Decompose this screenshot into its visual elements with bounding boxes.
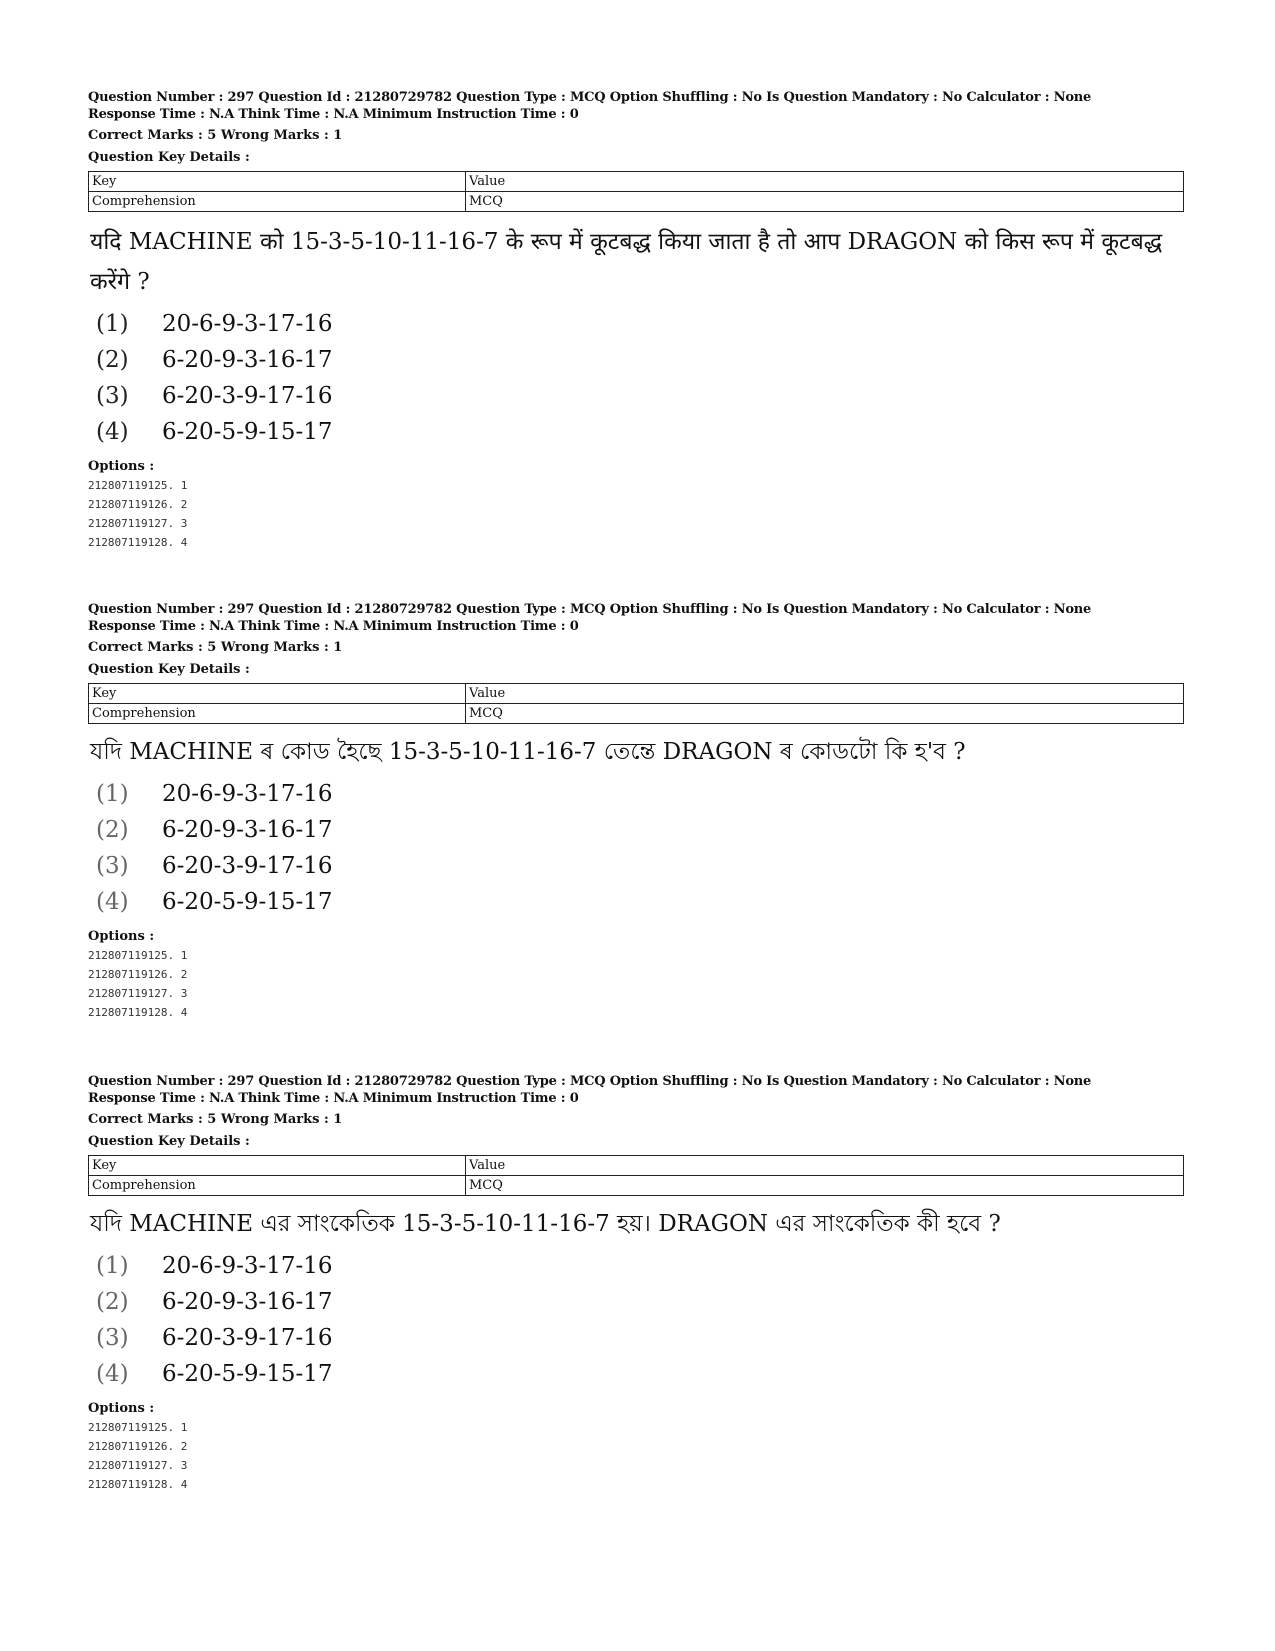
key-details-table [88, 1155, 1184, 1196]
question-meta-line-1: Question Number : 297 Question Id : 21280729782 Question Type : MCQ Option Shuffling : No Is Question Mandatory : No Calculator : None [88, 1074, 1092, 1089]
table-cell-value: MCQ [466, 704, 1184, 724]
option-id: 212807119128. 4 [88, 536, 188, 549]
table-cell-value: MCQ [466, 192, 1184, 212]
option-number: (2) [96, 1289, 129, 1315]
question-meta-line-2: Response Time : N.A Think Time : N.A Minimum Instruction Time : 0 [88, 619, 579, 634]
option-number: (1) [96, 311, 129, 337]
option-id: 212807119126. 2 [88, 1440, 188, 1453]
option-item-1 [88, 306, 1188, 342]
question-block-3 [88, 1072, 1188, 1494]
table-header-row [89, 1156, 1184, 1176]
option-value: 6-20-5-9-15-17 [162, 889, 333, 915]
option-value: 6-20-3-9-17-16 [162, 1325, 333, 1351]
option-id: 212807119128. 4 [88, 1006, 188, 1019]
option-number: (4) [96, 1361, 129, 1387]
question-block-1 [88, 88, 1188, 552]
option-value: 6-20-3-9-17-16 [162, 383, 333, 409]
question-meta-line-2: Response Time : N.A Think Time : N.A Minimum Instruction Time : 0 [88, 1091, 579, 1106]
marks-line: Correct Marks : 5 Wrong Marks : 1 [88, 640, 343, 655]
option-value: 20-6-9-3-17-16 [162, 781, 333, 807]
table-row [89, 192, 1184, 212]
option-item-3 [88, 378, 1188, 414]
option-number: (4) [96, 889, 129, 915]
key-details-table [88, 683, 1184, 724]
key-details-label: Question Key Details : [88, 1134, 250, 1149]
table-header-key: Key [89, 172, 466, 192]
option-id: 212807119128. 4 [88, 1478, 188, 1491]
option-id: 212807119125. 1 [88, 949, 188, 962]
table-cell-value: MCQ [466, 1176, 1184, 1196]
options-label: Options : [88, 929, 155, 944]
option-item-4 [88, 884, 1188, 920]
option-value: 6-20-9-3-16-17 [162, 347, 333, 373]
options-label: Options : [88, 459, 155, 474]
table-header-row [89, 172, 1184, 192]
marks-line: Correct Marks : 5 Wrong Marks : 1 [88, 128, 343, 143]
question-meta [88, 600, 1188, 636]
option-item-1 [88, 776, 1188, 812]
question-text: यदि MACHINE को 15-3-5-10-11-16-7 के रूप में कूटबद्ध किया जाता है तो आप DRAGON को किस रूप में कूटबद्ध करेंगे ? [90, 229, 1163, 295]
key-details-label: Question Key Details : [88, 662, 250, 677]
option-number: (1) [96, 1253, 129, 1279]
option-item-2 [88, 342, 1188, 378]
option-number: (3) [96, 853, 129, 879]
question-meta [88, 88, 1188, 124]
question-meta-line-1: Question Number : 297 Question Id : 21280729782 Question Type : MCQ Option Shuffling : No Is Question Mandatory : No Calculator : None [88, 90, 1092, 105]
question-block-2 [88, 600, 1188, 1022]
options-list [88, 776, 1188, 920]
options-list [88, 1248, 1188, 1392]
option-item-3 [88, 848, 1188, 884]
table-row [89, 704, 1184, 724]
table-header-key: Key [89, 684, 466, 704]
option-value: 6-20-3-9-17-16 [162, 853, 333, 879]
option-value: 6-20-9-3-16-17 [162, 1289, 333, 1315]
option-number: (3) [96, 383, 129, 409]
table-cell-key: Comprehension [89, 704, 466, 724]
table-row [89, 1176, 1184, 1196]
options-list [88, 306, 1188, 450]
option-item-2 [88, 812, 1188, 848]
question-text: যদি MACHINE এর সাংকেতিক 15-3-5-10-11-16-7 হয়। DRAGON এর সাংকেতিক কী হবে ? [90, 1211, 1001, 1237]
option-id: 212807119125. 1 [88, 479, 188, 492]
marks-line: Correct Marks : 5 Wrong Marks : 1 [88, 1112, 343, 1127]
options-label: Options : [88, 1401, 155, 1416]
option-item-1 [88, 1248, 1188, 1284]
option-item-4 [88, 414, 1188, 450]
table-header-value: Value [466, 1156, 1184, 1176]
table-cell-key: Comprehension [89, 1176, 466, 1196]
option-number: (2) [96, 817, 129, 843]
option-number: (3) [96, 1325, 129, 1351]
option-id: 212807119126. 2 [88, 968, 188, 981]
table-header-row [89, 684, 1184, 704]
option-value: 6-20-5-9-15-17 [162, 419, 333, 445]
key-details-table [88, 171, 1184, 212]
option-id: 212807119127. 3 [88, 517, 188, 530]
option-value: 6-20-9-3-16-17 [162, 817, 333, 843]
question-meta-line-2: Response Time : N.A Think Time : N.A Minimum Instruction Time : 0 [88, 107, 579, 122]
option-id: 212807119127. 3 [88, 987, 188, 1000]
option-id: 212807119127. 3 [88, 1459, 188, 1472]
table-header-value: Value [466, 684, 1184, 704]
option-item-4 [88, 1356, 1188, 1392]
option-item-2 [88, 1284, 1188, 1320]
option-number: (4) [96, 419, 129, 445]
table-cell-key: Comprehension [89, 192, 466, 212]
question-meta [88, 1072, 1188, 1108]
question-meta-line-1: Question Number : 297 Question Id : 21280729782 Question Type : MCQ Option Shuffling : No Is Question Mandatory : No Calculator : None [88, 602, 1092, 617]
option-id: 212807119126. 2 [88, 498, 188, 511]
table-header-key: Key [89, 1156, 466, 1176]
question-text: যদি MACHINE ৰ কোড হৈছে 15-3-5-10-11-16-7 তেন্তে DRAGON ৰ কোডটো কি হ'ব ? [90, 739, 966, 765]
option-item-3 [88, 1320, 1188, 1356]
option-number: (2) [96, 347, 129, 373]
option-value: 20-6-9-3-17-16 [162, 311, 333, 337]
option-number: (1) [96, 781, 129, 807]
key-details-label: Question Key Details : [88, 150, 250, 165]
option-value: 6-20-5-9-15-17 [162, 1361, 333, 1387]
option-value: 20-6-9-3-17-16 [162, 1253, 333, 1279]
option-id: 212807119125. 1 [88, 1421, 188, 1434]
table-header-value: Value [466, 172, 1184, 192]
